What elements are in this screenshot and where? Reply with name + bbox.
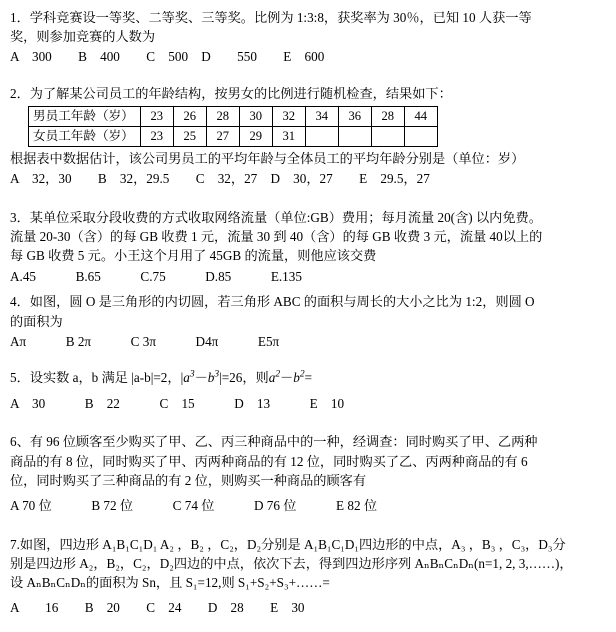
- question-2-line-1: 2．为了解某公司员工的年龄结构，按男女的比例进行随机检查，结果如下：: [10, 86, 452, 102]
- question-1-line-1: 1．学科竞赛设一等奖、二等奖、三等奖。比例为 1:3:8，获奖率为 30％，已知 10 人获一等: [10, 10, 532, 25]
- cell: 30: [239, 107, 272, 127]
- question-7-line-1: 7.如图，四边形 A₁B₁C₁D₁ A₂ ，B₂ ，C₂，D₂分别是 A₁B₁C₁D₁四边形的中点，A₃ ，B₃ ，C₃，D₃分: [10, 536, 566, 552]
- question-4-line-1: 4．如图，圆 O 是三角形的内切圆，若三角形 ABC 的面积与周长的大小之比为 1:2，则圆 O: [10, 294, 535, 310]
- question-4-options: Aπ B 2π C 3π D4π E5π: [10, 333, 280, 349]
- question-7-line-3: 设 AₙBₙCₙDₙ的面积为 Sn，且 S₁=12,则 S₁+S₂+S₃+……=: [10, 574, 330, 590]
- spacer: [10, 490, 606, 495]
- question-6: [10, 432, 606, 515]
- age-structure-table: [28, 106, 438, 147]
- question-3-line-2: 流量 20-30（含）的每 GB 收费 1 元，流量 30 到 40（含）的每 GB 收费 3 元，流量 40以上的: [10, 229, 543, 245]
- cell: [404, 127, 437, 147]
- q5-pre: 5．设实数 a，b 满足 |a-b|=2，|: [10, 370, 184, 386]
- cell: 34: [305, 107, 338, 127]
- question-2-options: A 32，30 B 32，29.5 C 32，27 D 30，27 E 29.5，27: [10, 171, 430, 187]
- question-7-line-2: 别是四边形 A₂，B₂，C₂，D₂四边的中点，依次下去，得到四边形序列 AₙBₙCₙDₙ(n=1, 2, 3,……)，: [10, 555, 573, 571]
- cell: [371, 127, 404, 147]
- question-1: [10, 8, 606, 67]
- cell: [305, 127, 338, 147]
- cell: 23: [140, 107, 173, 127]
- question-3: [10, 208, 606, 286]
- cell: 29: [239, 127, 272, 147]
- question-7: [10, 535, 606, 618]
- question-6-line-3: 位，同时购买了三种商品的有 2 位，则购买一种商品的顾客有: [10, 472, 367, 488]
- cell: 28: [371, 107, 404, 127]
- spacer: [10, 73, 606, 84]
- q5-post: |=26，则: [219, 370, 269, 386]
- question-6-line-2: 商品的有 8 位，同时购买了甲、丙两种商品的有 12 位，同时购买了乙、丙两种商品的有 6: [10, 453, 528, 469]
- question-5-line-1: [10, 368, 606, 387]
- question-4: [10, 292, 606, 351]
- cell: 23: [140, 127, 173, 147]
- question-6-line-1: 6、有 96 位顾客至少购买了甲、乙、丙三种商品中的一种，经调查：同时购买了甲、乙两种: [10, 434, 538, 450]
- spacer: [10, 357, 606, 368]
- row-header-female: 女员工年龄（岁）: [29, 127, 141, 147]
- question-3-options: A.45 B.65 C.75 D.85 E.135: [10, 268, 302, 284]
- q5-a-cubed: $a^3$: [183, 370, 195, 386]
- cell: 44: [404, 107, 437, 127]
- q5-a-squared: $a^2$: [268, 370, 281, 386]
- spacer: [10, 388, 606, 393]
- cell: [338, 127, 371, 147]
- question-2: [10, 84, 606, 189]
- cell: 31: [272, 127, 305, 147]
- spacer: [10, 419, 606, 432]
- cell: 27: [206, 127, 239, 147]
- cell: 25: [173, 127, 206, 147]
- table-row: [29, 107, 438, 127]
- question-6-options: A 70 位 B 72 位 C 74 位 D 76 位 E 82 位: [10, 497, 378, 513]
- question-2-after-table: 根据表中数据估计，该公司男员工的平均年龄与全体员工的平均年龄分别是（单位：岁）: [10, 151, 525, 167]
- cell: 28: [206, 107, 239, 127]
- table-row: [29, 127, 438, 147]
- cell: 36: [338, 107, 371, 127]
- question-7-options: A 16 B 20 C 24 D 28 E 30: [10, 600, 305, 616]
- question-3-line-1: 3．某单位采取分段收费的方式收取网络流量（单位:GB）费用；每月流量 20(含) 以内免费。: [10, 210, 542, 226]
- question-5-options: A 30 B 22 C 15 D 13 E 10: [10, 395, 345, 411]
- q5-b-squared: $b^2$: [293, 370, 305, 386]
- cell: 26: [173, 107, 206, 127]
- question-1-options: A 300 B 400 C 500 D 550 E 600: [10, 49, 325, 65]
- spacer: [10, 195, 606, 208]
- question-1-line-2: 奖，则参加竞赛的人数为: [10, 29, 156, 45]
- q5-minus: －: [194, 370, 208, 386]
- q5-minus-2: －: [280, 370, 294, 386]
- question-3-line-3: 每 GB 收费 5 元。小王这个月用了 45GB 的流量，则他应该交费: [10, 248, 377, 264]
- spacer: [10, 522, 606, 535]
- question-5: [10, 368, 606, 413]
- spacer: [10, 592, 606, 597]
- q5-b-cubed: $b^3$: [207, 370, 220, 386]
- cell: 32: [272, 107, 305, 127]
- q5-end: =: [304, 370, 313, 386]
- question-4-line-2: 的面积为: [10, 313, 63, 329]
- row-header-male: 男员工年龄（岁）: [29, 107, 141, 127]
